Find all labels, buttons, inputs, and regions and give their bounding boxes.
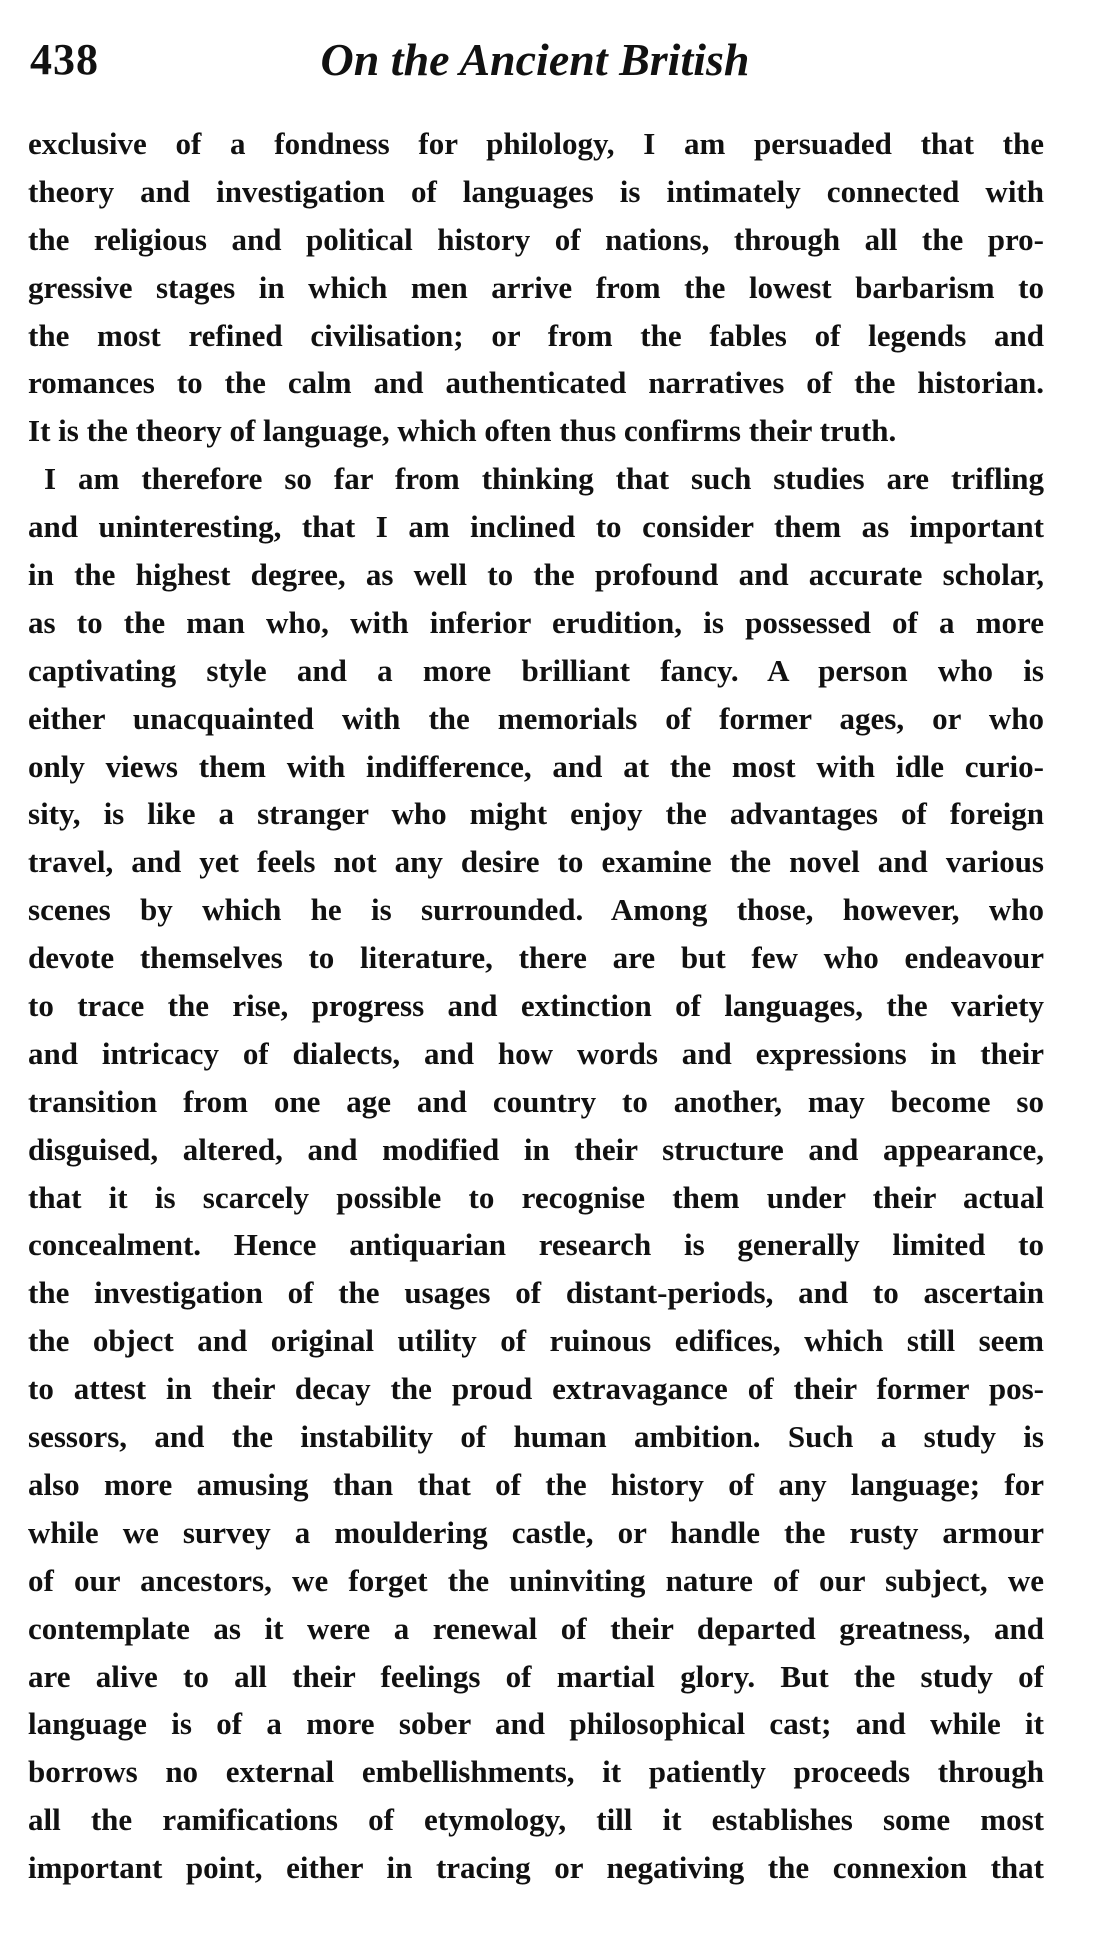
text-line: I am therefore so far from thinking that such studies are trifling bbox=[44, 461, 1044, 497]
text-line: the religious and political history of nations, through all the pro- bbox=[28, 221, 1044, 257]
text-line: travel, and yet feels not any desire to examine the novel and various bbox=[28, 844, 1044, 880]
text-line: as to the man who, with inferior erudition, is possessed of a more bbox=[28, 604, 1044, 640]
text-line: the object and original utility of ruinous edifices, which still seem bbox=[28, 1323, 1044, 1359]
text-line: either unacquainted with the memorials of former ages, or who bbox=[28, 700, 1044, 736]
text-line: the investigation of the usages of distant-periods, and to ascertain bbox=[28, 1275, 1044, 1311]
text-line: gressive stages in which men arrive from the lowest barbarism to bbox=[28, 269, 1044, 305]
text-line: language is of a more sober and philosophical cast; and while it bbox=[28, 1706, 1044, 1742]
text-line: all the ramifications of etymology, till it establishes some most bbox=[28, 1802, 1044, 1838]
text-line: disguised, altered, and modified in their structure and appearance, bbox=[28, 1131, 1044, 1167]
text-line: only views them with indifference, and at the most with idle curio- bbox=[28, 748, 1044, 784]
text-line: It is the theory of language, which often thus confirms their truth. bbox=[28, 413, 897, 449]
text-line: to trace the rise, progress and extinction of languages, the variety bbox=[28, 988, 1044, 1024]
text-line: theory and investigation of languages is intimately connected with bbox=[28, 173, 1044, 209]
text-line: while we survey a mouldering castle, or handle the rusty armour bbox=[28, 1514, 1044, 1550]
text-line: and intricacy of dialects, and how words and expressions in their bbox=[28, 1035, 1044, 1071]
page-header bbox=[30, 30, 1040, 90]
text-line: transition from one age and country to another, may become so bbox=[28, 1083, 1044, 1119]
text-line: borrows no external embellishments, it patiently proceeds through bbox=[28, 1754, 1044, 1790]
text-line: to attest in their decay the proud extravagance of their former pos- bbox=[28, 1371, 1044, 1407]
text-line: that it is scarcely possible to recognise them under their actual bbox=[28, 1179, 1044, 1215]
text-line: also more amusing than that of the history of any language; for bbox=[28, 1466, 1044, 1502]
running-title: On the Ancient British bbox=[320, 34, 750, 85]
text-line: exclusive of a fondness for philology, I am persuaded that the bbox=[28, 126, 1044, 161]
text-line: romances to the calm and authenticated narratives of the historian. bbox=[28, 365, 1044, 401]
text-line: the most refined civilisation; or from the fables of legends and bbox=[28, 317, 1044, 353]
text-line: sity, is like a stranger who might enjoy the advantages of foreign bbox=[28, 796, 1044, 832]
text-line: captivating style and a more brilliant fancy. A person who is bbox=[28, 652, 1044, 688]
body-text bbox=[28, 120, 1044, 1892]
text-line: and uninteresting, that I am inclined to consider them as important bbox=[28, 509, 1044, 545]
text-line: are alive to all their feelings of martial glory. But the study of bbox=[28, 1658, 1044, 1694]
text-line: devote themselves to literature, there are but few who endeavour bbox=[28, 940, 1044, 976]
text-line: scenes by which he is surrounded. Among those, however, who bbox=[28, 892, 1044, 928]
text-line: important point, either in tracing or negativing the connexion that bbox=[28, 1850, 1044, 1886]
page-number: 438 bbox=[30, 35, 99, 84]
text-line: of our ancestors, we forget the uninviting nature of our subject, we bbox=[28, 1562, 1044, 1598]
text-line: in the highest degree, as well to the profound and accurate scholar, bbox=[28, 557, 1044, 593]
text-line: sessors, and the instability of human ambition. Such a study is bbox=[28, 1419, 1044, 1455]
text-line: concealment. Hence antiquarian research is generally limited to bbox=[28, 1227, 1044, 1263]
text-line: contemplate as it were a renewal of their departed greatness, and bbox=[28, 1610, 1044, 1646]
